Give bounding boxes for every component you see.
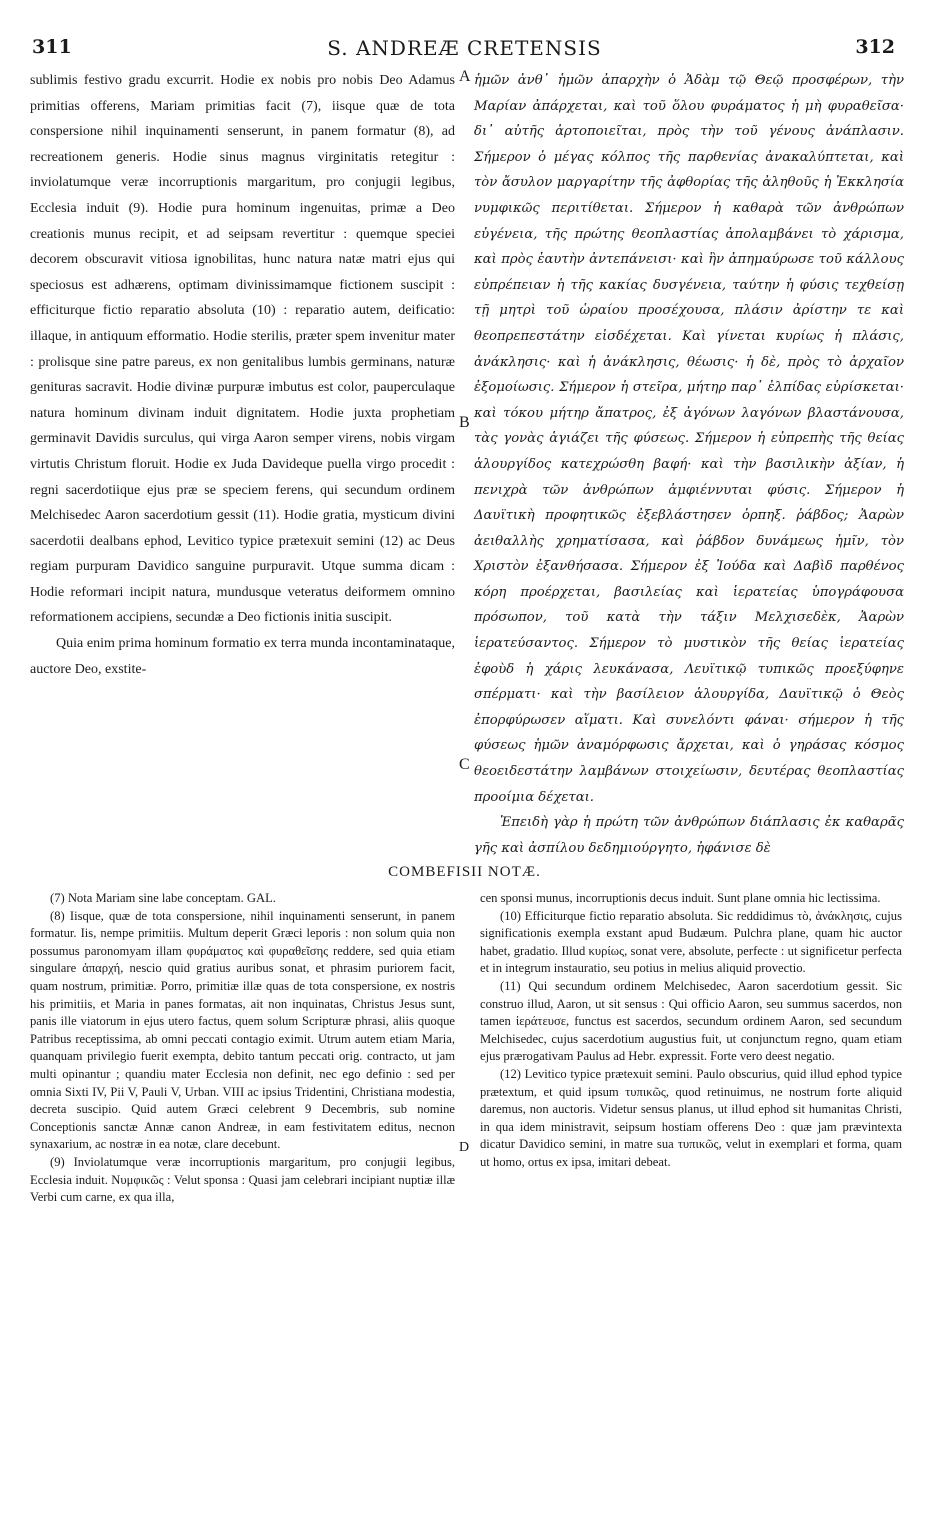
running-title: S. ANDREÆ CRETENSIS	[327, 36, 602, 60]
note-10: (10) Efficiturque fictio reparatio absoluta. Sic reddidimus τὸ, ἀνάκλησις, cujus significationis exempla exstant apud Budæum. Pulchra plane, quam hic auctor habet, gradatio. Illud κυρίως, sonat vere, absolute, perfecte : ut significetur perfecta et in integrum instauratio, seu potius in melius aliquid provectio.	[480, 908, 902, 976]
note-7: (7) Nota Mariam sine labe conceptam. GAL.	[50, 891, 276, 905]
note-11: (11) Qui secundum ordinem Melchisedec, Aaron sacerdotium gessit. Sic construo illud, Aaron, ut sit sensus : Qui officio Aaron, seu summus sacerdos, non tamen ἱεράτευσε, functus est sacerdos, secundum ordinem Aaron, sed secundum Melchisedec, cujus sacerdotium augustius fuit, ut conjunctum regno, quam etiam ejus prærogativam Paulus ad Hebr. expressit. Forte vero deest negatio.	[480, 978, 902, 1064]
notes-left-column	[30, 890, 455, 1207]
section-marker-c: C	[459, 756, 470, 773]
section-marker-d: D	[459, 1140, 470, 1155]
latin-paragraph-2: Quia enim prima hominum formatio ex terra munda incontaminataque, auctore Deo, exstite-	[30, 636, 455, 677]
greek-column	[474, 68, 904, 861]
greek-paragraph-2: Ἐπειδὴ γὰρ ἡ πρώτη τῶν ἀνθρώπων διάπλασις ἐκ καθαρᾶς γῆς καὶ ἀσπίλου δεδημιούργητο, ἠφάνισε δὲ	[474, 815, 904, 856]
greek-paragraph-1: ἡμῶν ἀνθ᾽ ἡμῶν ἀπαρχὴν ὁ Ἀδὰμ τῷ Θεῷ προσφέρων, τὴν Μαρίαν ἀπάρχεται, καὶ τοῦ ὅλου φυράματος ἡ μὴ φυραθεῖσα· δι᾽ αὐτῆς ἀρτοποιεῖται, πρὸς τὴν τοῦ γένους ἀνάπλασιν. Σήμερον ὁ μέγας κόλπος τῆς παρθενίας ἀνακαλύπτεται, καὶ τὸν ἄσυλον μαργαρίτην τῆς ἀφθορίας τῆς ἀληθοῦς ἡ Ἐκκλησία νυμφικῶς περιτίθεται. Σήμερον ἡ καθαρὰ τῶν ἀνθρώπων εὐγένεια, τῆς πρώτης θεοπλαστίας ἀπολαμβάνει τὸ χάρισμα, καὶ πρὸς ἑαυτὴν ἀντεπάνεισι· καὶ ἣν ἀπημαύρωσε τοῦ κάλλους εὐπρέπειαν ἡ τῆς κακίας δυσγένεια, ταύτην ἡ φύσις τεχθείσῃ τῇ μητρὶ τοῦ ὡραίου προσέχουσα, πλάσιν ἀρίστην τε καὶ θεοπρεπεστάτην εἰσδέχεται. Καὶ γίνεται κυρίως ἡ πλάσις, ἀνάκλησις· καὶ ἡ ἀνάκλησις, θέωσις· ἡ δὲ, πρὸς τὸ ἀρχαῖον ἐξομοίωσις. Σήμερον ἡ στεῖρα, μήτηρ παρ᾽ ἐλπίδας εὑρίσκεται· καὶ τόκου μήτηρ ἄπατρος, ἐξ ἀγόνων λαγόνων βλαστάνουσα, τὰς γονὰς ἁγιάζει τῆς φύσεως. Σήμερον ἡ εὐπρεπὴς τῆς θείας ἁλουργίδος κατεχρώσθη βαφή· καὶ τὴν βασιλικὴν ἀξίαν, ἡ πενιχρὰ τῶν ἀνθρώπων ἀμφιέννυται φύσις. Σήμερον ἡ Δαυϊτικὴ προφητικῶς ἐξεβλάστησεν ὀρπηξ. ῥάβδος; Ἀαρὼν ἀειθαλλὴς χρηματίσασα, καὶ ῥάβδον δυνάμεως ἡμῖν, τὸν Χριστὸν ἐξανθήσασα. Σήμερον ἐξ Ἰούδα καὶ Δαβὶδ παρθένος κόρη προέρχεται, βασιλείας καὶ ἱερατείας ὑπογράφουσα πρόσωπον, τοῦ κατὰ τὴν τάξιν Μελχισεδὲκ, Ἀαρὼν ἱερατεύσαντος. Σήμερον τὸ μυστικὸν τῆς θείας ἱερατείας ἐφοὺδ ἡ χάρις λευκάνασα, Λευϊτικῷ τυπικῶς προεξύφηνε σπέρματι· καὶ τὴν βασίλειον ἁλουργίδα, Δαυϊτικῷ ὁ Θεὸς ἐπορφύρωσεν αἵματι. Καὶ συνελόντι φάναι· σήμερον ἡ τῆς φύσεως ἡμῶν ἀναμόρφωσις ἄρχεται, καὶ ὁ γηράσας κόσμος θεοειδεστάτην λαμβάνων στοιχείωσιν, δευτέρας θεοπλαστίας προοίμια δέχεται.	[474, 73, 904, 805]
latin-paragraph-1: sublimis festivo gradu excurrit. Hodie ex nobis pro nobis Deo Adamus primitias offerens, Mariam primitias facit (7), iisque quæ de tota conspersione nihil inquinamenti senserunt, in panem formatur (8), ad recreationem generis. Hodie sinus magnus virginitatis retegitur : inviolatumque veræ incorruptionis margaritum, pro conjugii legibus, Ecclesia induit (9). Hodie pura hominum ingenuitas, primæ a Deo creationis munus recipit, et ad seipsam revertitur : quemque speciei decorem obscuravit vitiosa ignobilitas, hunc natura natæ matri ejus qui speciosus est adhærens, optimam divinissimamque fictionem suscipit : efficiturque fictio reparatio absoluta (10) : reparatio autem, deificatio: illaque, in antiquum efformatio. Hodie sterilis, præter spem invenitur mater : prolisque sine patre pareus, ex non genitalibus lumbis germinans, naturæ genituras sacravit. Hodie divinæ purpuræ imbutus est color, pauperculaque natura hominum divinam induit dignitatem. Hodie juxta prophetiam germinavit Davidis surculus, qui virga Aaron semper virens, nobis virgam virtutis Christum floruit. Hodie ex Juda Davideque puella virgo procedit : regni sacerdotiique ejus præ se speciem ferens, qui secundum ordinem Melchisedec Aaron sacerdotium gessit (11). Hodie gratia, mysticum divini sacerdotii dealbans ephod, Levitico typice prætexuit semini (12) ac Deus regiam purpuram Davidico sanguine purpuravit. Utque summa dicam : Hodie reformari incipit natura, mundusque veteratus deiformem omnino reformationem accipiens, secundæ a Deo fictionis initia suscipit.	[30, 73, 455, 626]
page-number-left: 311	[32, 36, 72, 58]
note-12: (12) Levitico typice prætexuit semini. Paulo obscurius, quid illud ephod typice prætextum, et quid ipsum τυπικῶς, quod retinuimus, ne nostrum forte aliquid daremus, non auctoris. Videtur sensus planus, ut illud ephod sit humanitas Christi, in qua idem ministravit, seipsum hostiam offerens Deo : quæ jam prævintexta dicatur Davidico semini, in matre sua τυπικῶς, velut in exemplari et forma, quam ut homo, ortus ex ipsa, imitari debeat.	[480, 1066, 902, 1169]
note-9-continued: cen sponsi munus, incorruptionis decus induit. Sunt plane omnia hic lectissima.	[480, 891, 881, 905]
section-marker-a: A	[459, 68, 471, 85]
section-marker-b: B	[459, 414, 470, 431]
latin-column	[30, 68, 455, 682]
page-header	[0, 12, 929, 60]
page-number-right: 312	[855, 36, 895, 58]
notes-title: COMBEFISII NOTÆ.	[388, 864, 541, 880]
note-9: (9) Inviolatumque veræ incorruptionis margaritum, pro conjugii legibus, Ecclesia induit. Νυμφικῶς : Velut sponsa : Quasi jam celebrari incipiant nuptiæ illæ Verbi cum carne, ex qua illa,	[30, 1154, 455, 1205]
note-8: (8) Iisque, quæ de tota conspersione, nihil inquinamenti senserunt, in panem formatur. Iis, nempe primitiis. Multum deperit Græci leporis : non solum quia non possumus paronomyam illam φυράματος καὶ φυραθεῖσης reddere, sed quia etiam singulare ἀπαρχή, nescio quid gratius auribus sonat, et phrasim puriorem facit, quam nostrum, primitiæ. Porro, primitiæ illæ quas de tota conspersione, ex nostris his primitiis, et Maria in panes formatas, ait non inquinatas, Christus Jesus sunt, panis ille viatorum in ejus utero factus, quem solum Scripturæ phrasi, aliis quoque Patribus receptissima, ab omni peccati contagio eximit. Utrum autem etiam Maria, quanquam privilegio fuerit exempta, debito tantum peccati orig. contracto, ut jam multi opinantur ; quandiu mater Ecclesia non definit, nec ego definio : sed per omnia Sixti IV, Pii V, Pauli V, Urban. VIII ac ipsius Tridentini, Christiana modestia, decreta suscipio. Quid autem Græci celebrent 9 Decembris, sub nomine Conceptionis sanctæ Annæ canon Andreæ, in eam festivitatem editus, necnon synaxarium, ac nostræ in ea notæ, clare decebunt.	[30, 908, 455, 1152]
notes-right-column	[480, 890, 902, 1172]
